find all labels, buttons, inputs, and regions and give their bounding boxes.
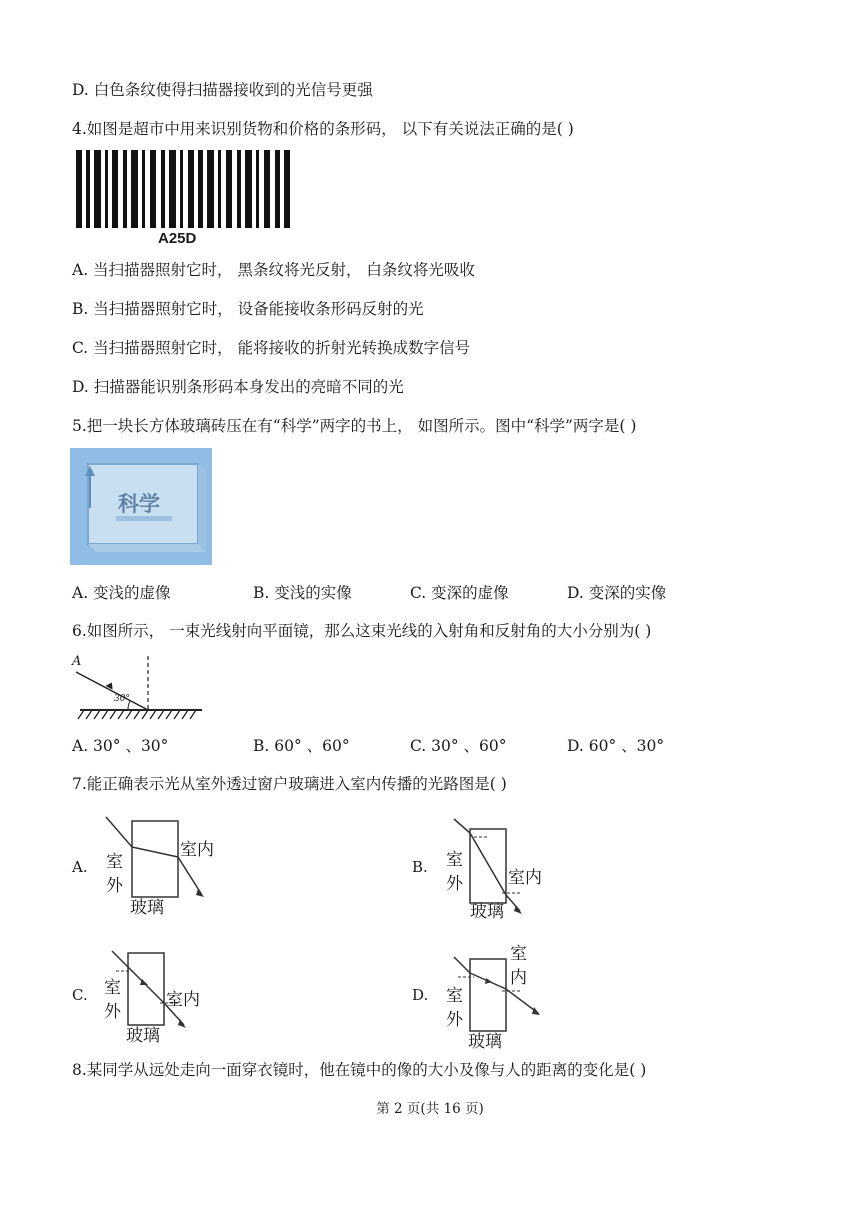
q7-b-outdoor-2: 外 [446,874,463,894]
barcode-image [76,150,291,250]
page-footer: 第 2 页(共 16 页) [376,1101,484,1117]
q6-option-a: A. 30° 、30° [72,737,169,755]
q8-stem: 8.某同学从远处走向一面穿衣镜时，他在镜中的像的大小及像与人的距离的变化是( ) [72,1061,647,1079]
q7-b-glass: 玻璃 [470,902,504,922]
mirror-label-a: A [72,654,82,669]
q5-option-d: D. 变深的实像 [567,584,667,602]
q7-figure-a [98,815,218,918]
q5-stem: 5.把一块长方体玻璃砖压在有“科学”两字的书上， 如图所示。图中“科学”两字是( ) [72,417,637,435]
q6-option-c: C. 30° 、60° [410,737,507,755]
q7-d-indoor-1: 室 [510,944,527,964]
q7-c-outdoor-1: 室 [104,978,121,998]
q7-option-b-label: B. [412,858,428,876]
q7-d-indoor-2: 内 [510,968,527,988]
q7-d-outdoor-1: 室 [446,986,463,1006]
q7-option-a-label: A. [72,858,88,876]
q7-figure-c [98,945,218,1045]
q7-figure-d [440,937,560,1052]
q7-option-d-label: D. [412,986,429,1004]
q4-stem: 4.如图是超市中用来识别货物和价格的条形码， 以下有关说法正确的是( ) [72,120,574,138]
glass-brick-text: 科学 [118,491,160,516]
mirror-diagram [70,652,210,724]
q5-option-c: C. 变深的虚像 [410,584,509,602]
q7-b-indoor: 室内 [508,868,542,888]
q7-a-glass: 玻璃 [130,898,164,918]
q5-option-b: B. 变浅的实像 [253,584,352,602]
glass-brick-photo [70,448,212,565]
q4-option-b: B. 当扫描器照射它时， 设备能接收条形码反射的光 [72,300,424,318]
mirror-angle-label: 30° [114,694,130,704]
q6-stem: 6.如图所示， 一束光线射向平面镜，那么这束光线的入射角和反射角的大小分别为( ) [72,622,652,640]
barcode-text: A25D [158,230,197,247]
q7-a-outdoor-2: 外 [106,876,123,896]
q6-option-d: D. 60° 、30° [567,737,665,755]
q4-option-a: A. 当扫描器照射它时， 黑条纹将光反射， 白条纹将光吸收 [72,261,475,279]
q7-d-glass: 玻璃 [468,1032,502,1052]
q5-option-a: A. 变浅的虚像 [72,584,171,602]
q7-option-c-label: C. [72,986,88,1004]
q3-option-d: D. 白色条纹使得扫描器接收到的光信号更强 [72,81,373,99]
mirror-graphic [70,652,210,724]
q6-option-b: B. 60° 、60° [253,737,350,755]
q7-d-outdoor-2: 外 [446,1010,463,1030]
q7-c-glass: 玻璃 [126,1026,160,1046]
q4-option-c: C. 当扫描器照射它时， 能将接收的折射光转换成数字信号 [72,339,471,357]
q7-c-indoor: 室内 [166,990,200,1010]
q7-b-outdoor-1: 室 [446,850,463,870]
q7-c-outdoor-2: 外 [104,1002,121,1022]
q7-a-indoor: 室内 [180,840,214,860]
q7-a-outdoor-1: 室 [106,852,123,872]
q7-figure-b [440,815,560,920]
q7-stem: 7.能正确表示光从室外透过窗户玻璃进入室内传播的光路图是( ) [72,775,507,793]
q4-option-d: D. 扫描器能识别条形码本身发出的亮暗不同的光 [72,378,404,396]
